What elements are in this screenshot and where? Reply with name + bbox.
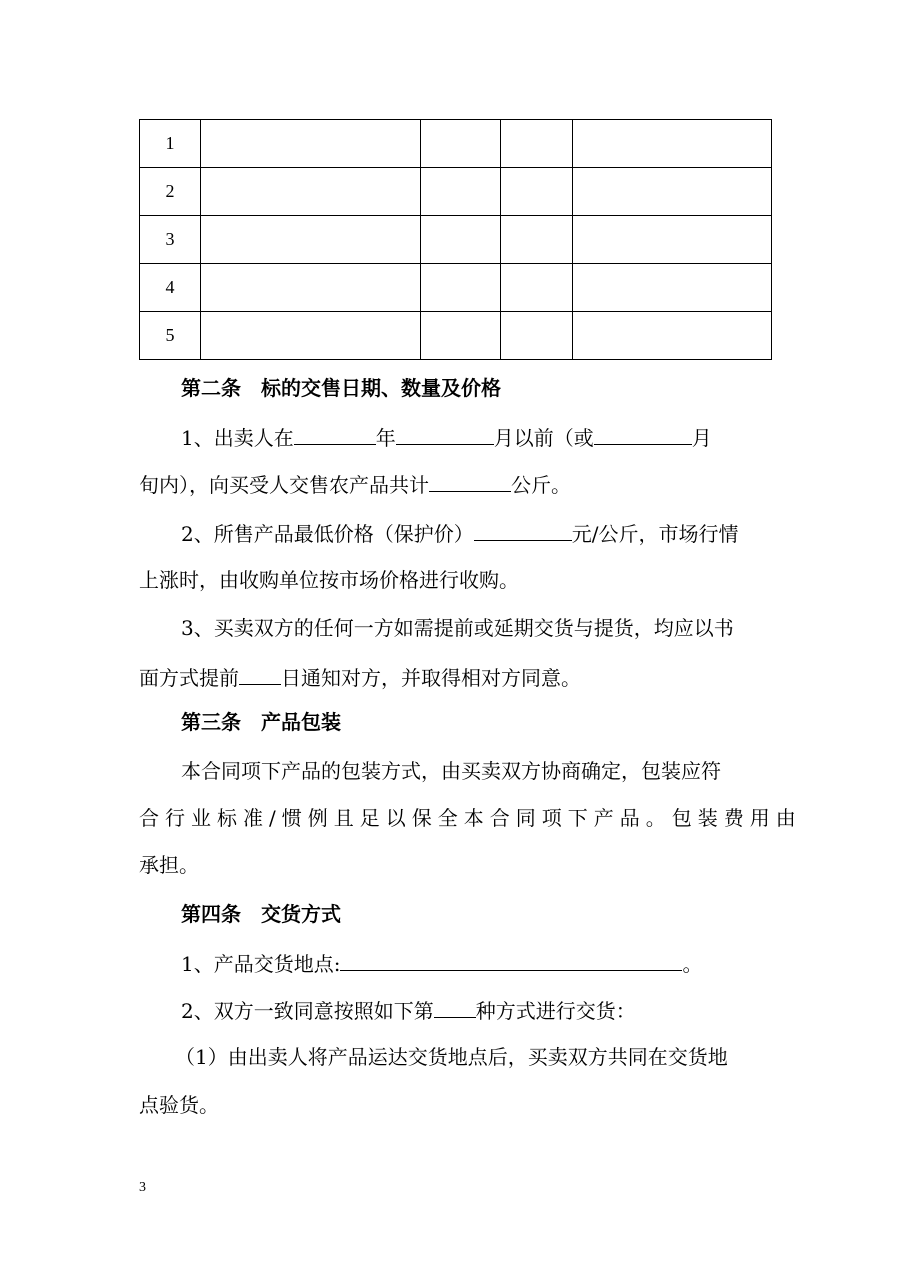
table-cell <box>201 168 421 216</box>
article-2-heading: 第二条 标的交售日期、数量及价格 <box>181 376 501 400</box>
article-4-p3-line1: （1）由出卖人将产品运达交货地点后，买卖双方共同在交货地 <box>175 1045 728 1069</box>
text-segment: 面方式提前 <box>139 666 239 690</box>
table-row <box>140 264 772 312</box>
table-cell <box>421 216 501 264</box>
table-cell <box>573 216 772 264</box>
text-segment: 公斤。 <box>511 473 571 497</box>
table-cell <box>573 168 772 216</box>
text-segment: 年 <box>375 426 396 450</box>
row-number: 1 <box>140 120 201 168</box>
fill-in-blank[interactable] <box>340 950 682 971</box>
table-cell <box>573 312 772 360</box>
article-3-line2 <box>139 806 802 830</box>
fill-in-blank[interactable] <box>294 424 376 445</box>
article-4-heading: 第四条 交货方式 <box>181 902 341 926</box>
fill-in-blank[interactable] <box>429 471 511 492</box>
table-cell <box>501 312 573 360</box>
row-number: 2 <box>140 168 201 216</box>
table-cell <box>421 168 501 216</box>
row-number: 5 <box>140 312 201 360</box>
fill-in-blank[interactable] <box>239 664 281 685</box>
text-segment: 1、出卖人在 <box>181 426 294 450</box>
table-cell <box>501 168 573 216</box>
table-cell <box>421 264 501 312</box>
page-number: 3 <box>139 1180 146 1195</box>
article-4-p3-line2: 点验货。 <box>139 1093 219 1117</box>
text-segment: 。 <box>682 952 703 976</box>
fill-in-blank[interactable] <box>434 997 476 1018</box>
table-cell <box>573 120 772 168</box>
text-segment: 旬内），向买受人交售农产品共计 <box>139 473 429 497</box>
table-row <box>140 216 772 264</box>
article-2-p2-line1 <box>181 520 738 546</box>
table-row <box>140 120 772 168</box>
article-2-p3-line2 <box>139 664 581 690</box>
table-row <box>140 168 772 216</box>
table-cell <box>201 216 421 264</box>
text-segment: 种方式进行交货： <box>475 999 636 1023</box>
goods-table <box>139 119 772 360</box>
text-segment: 2、所售产品最低价格（保护价） <box>181 522 474 546</box>
table-cell <box>201 312 421 360</box>
table-cell <box>201 120 421 168</box>
fill-in-blank[interactable] <box>474 520 572 541</box>
article-4-p2 <box>181 997 636 1023</box>
table-cell <box>421 120 501 168</box>
text-segment: 1、产品交货地点: <box>181 952 341 976</box>
article-2-p3-line1: 3、买卖双方的任何一方如需提前或延期交货与提货，均应以书 <box>181 616 734 640</box>
row-number: 3 <box>140 216 201 264</box>
table-cell <box>573 264 772 312</box>
text-segment: 2、双方一致同意按照如下第 <box>181 999 434 1023</box>
fill-in-blank[interactable] <box>396 424 494 445</box>
table-row <box>140 312 772 360</box>
row-number: 4 <box>140 264 201 312</box>
table-cell <box>501 264 573 312</box>
text-segment: 月以前（或 <box>493 426 594 450</box>
article-2-p2-line2: 上涨时，由收购单位按市场价格进行收购。 <box>139 568 519 592</box>
article-4-p1 <box>181 950 702 976</box>
table-cell <box>201 264 421 312</box>
table-cell <box>421 312 501 360</box>
text-segment: 月 <box>691 426 712 450</box>
text-segment: 合行业标准/惯例且足以保全本合同项下产品。包装费用由 <box>139 806 802 830</box>
fill-in-blank[interactable] <box>594 424 692 445</box>
table-cell <box>501 216 573 264</box>
article-3-heading: 第三条 产品包装 <box>181 710 341 734</box>
table-cell <box>501 120 573 168</box>
article-3-line3: 承担。 <box>139 853 199 877</box>
article-2-p1-line2 <box>139 471 571 497</box>
article-2-p1-line1 <box>181 424 712 450</box>
text-segment: 元/公斤，市场行情 <box>571 522 739 546</box>
article-3-line1: 本合同项下产品的包装方式，由买卖双方协商确定，包装应符 <box>181 759 721 783</box>
text-segment: 日通知对方，并取得相对方同意。 <box>281 666 581 690</box>
